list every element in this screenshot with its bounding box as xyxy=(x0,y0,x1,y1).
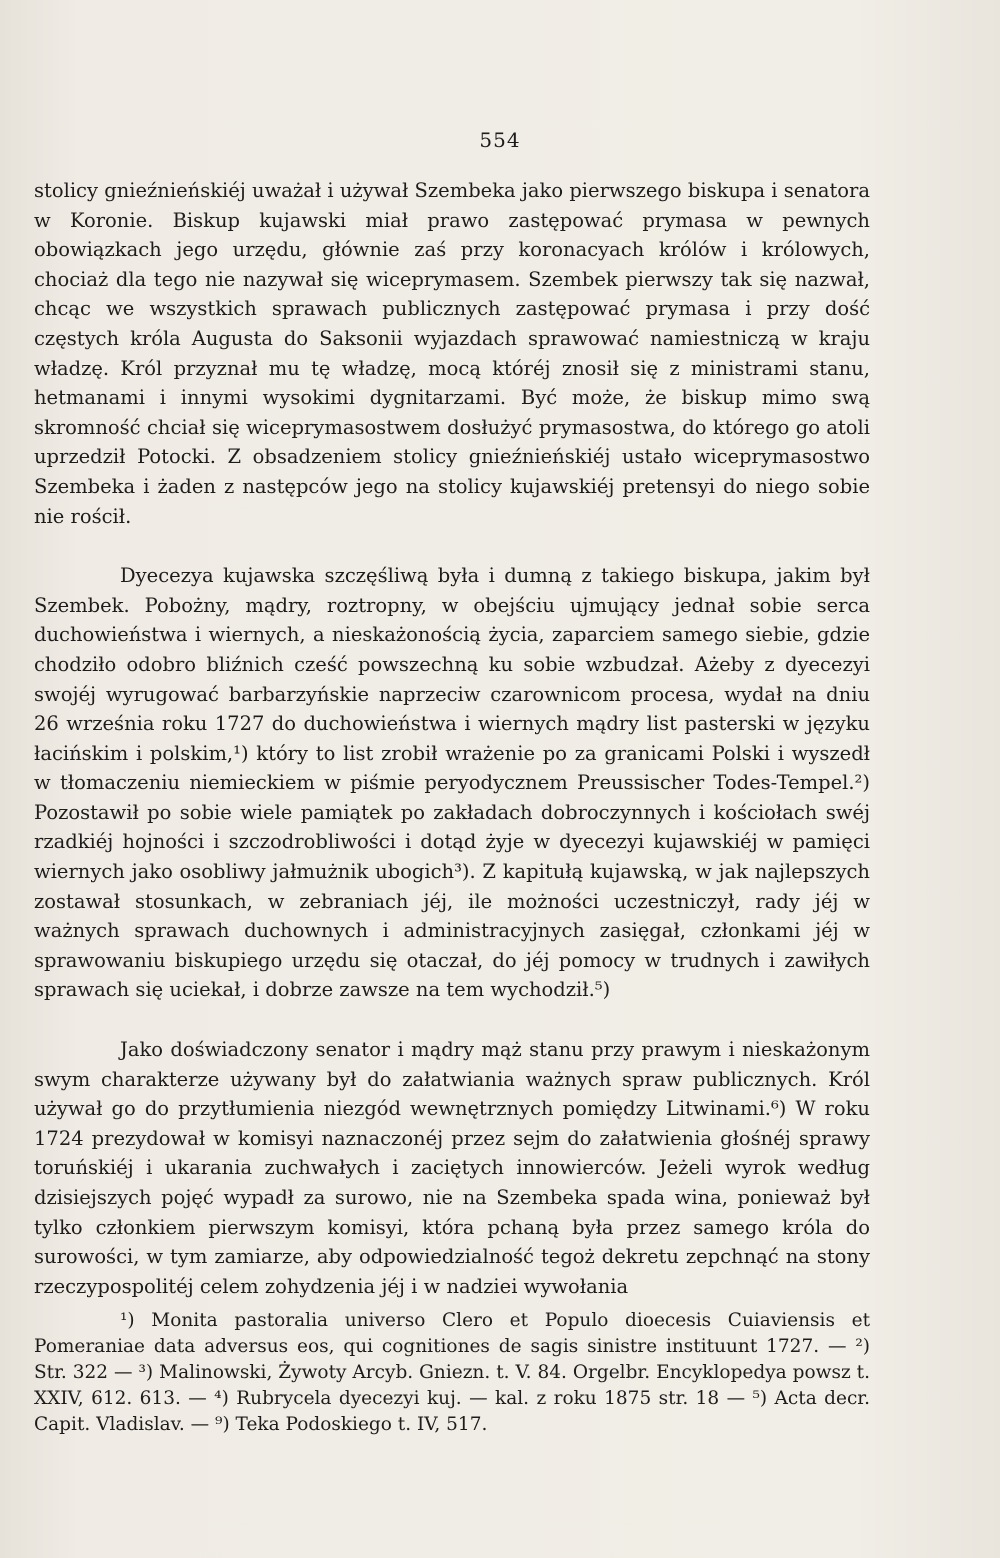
body-text xyxy=(34,176,870,1301)
paragraph-3: Jako doświadczony senator i mądry mąż stanu przy prawym i nieskażonym swym charakterze używany był do załatwiania ważnych spraw publicznych. Król używał go do przytłumienia niezgód wewnętrznych pomiędzy Litwinami.⁶) W roku 1724 prezydował w komisyi naznaczonéj przez sejm do załatwienia głośnéj sprawy toruńskiéj i ukarania zuchwałych i zaciętych innowierców. Jeżeli wyrok według dzisiejszych pojęć wypadł za surowo, nie na Szembeka spada wina, ponieważ był tylko członkiem pierwszym komisyi, która pchaną była przez samego króla do surowości, w tym zamiarze, aby odpowiedzialność tegoż dekretu zepchnąć na stony rzeczypospolitéj celem zohydzenia jéj i w nadziei wywołania xyxy=(34,1038,870,1298)
footnote-text: ¹) Monita pastoralia universo Clero et Populo dioecesis Cuiaviensis et Pomeraniae data adversus eos, qui cognitiones de sagis sinistre instituunt 1727. — ²) Str. 322 — ³) Malinowski, Żywoty Arcyb. Gniezn. t. V. 84. Orgelbr. Encyklopedya powsz t. XXIV, 612. 613. — ⁴) Rubrycela dyecezyi kuj. — kal. z roku 1875 str. 18 — ⁵) Acta decr. Capit. Vladislav. — ⁹) Teka Podoskiego t. IV, 517. xyxy=(34,1310,870,1435)
footnotes xyxy=(34,1308,870,1438)
page-number: 554 xyxy=(479,128,521,152)
paragraph-1: stolicy gnieźnieńskiéj uważał i używał Szembeka jako pierwszego biskupa i senatora w Koronie. Biskup kujawski miał prawo zastępować prymasa w pewnych obowiązkach jego urzędu, głównie zaś przy koronacyach królów i królowych, chociaż dla tego nie nazywał się wiceprymasem. Szembek pierwszy tak się nazwał, chcąc we wszystkich sprawach publicznych zastępować prymasa i przy dość częstych króla Augusta do Saksonii wyjazdach sprawować namiestniczą w kraju władzę. Król przyznał mu tę władzę, mocą któréj znosił się z ministrami stanu, hetmanami i innymi wysokimi dygnitarzami. Być może, że biskup mimo swą skromność chciał się wiceprymasostwem dosłużyć prymasostwa, do którego go atoli uprzedził Potocki. Z obsadzeniem stolicy gnieźnieńskiéj ustało wiceprymasostwo Szembeka i żaden z następców jego na stolicy kujawskiéj pretensyi do niego sobie nie rościł. xyxy=(34,179,870,528)
paragraph-2: Dyecezya kujawska szczęśliwą była i dumną z takiego biskupa, jakim był Szembek. Pobożny, mądry, roztropny, w obejściu ujmujący jednał sobie serca duchowieństwa i wiernych, a nieskażonością życia, zaparciem samego siebie, gdzie chodziło odobro bliźnich cześć powszechną ku sobie wzbudzał. Ażeby z dyecezyi swojéj wyrugować barbarzyńskie naprzeciw czarownicom procesa, wydał na dniu 26 września roku 1727 do duchowieństwa i wiernych mądry list pasterski w języku łacińskim i polskim,¹) który to list zrobił wrażenie po za granicami Polski i wyszedł w tłomaczeniu niemieckiem w piśmie peryodycznem Preussischer Todes-Tempel.²) Pozostawił po sobie wiele pamiątek po zakładach dobroczynnych i kościołach swéj rzadkiéj hojności i szczodrobliwości i dotąd żyje w dyecezyi kujawskiéj w pamięci wiernych jako osobliwy jałmużnik ubogich³). Z kapitułą kujawską, w jak najlepszych zostawał stosunkach, w zebraniach jéj, ile możności uczestniczył, rady jéj w ważnych sprawach duchownych i administracyjnych zasięgał, członkami jéj w sprawowaniu biskupiego urzędu się otaczał, do jéj pomocy w trudnych i zawiłych sprawach się uciekał, i dobrze zawsze na tem wychodził.⁵) xyxy=(34,564,870,1002)
